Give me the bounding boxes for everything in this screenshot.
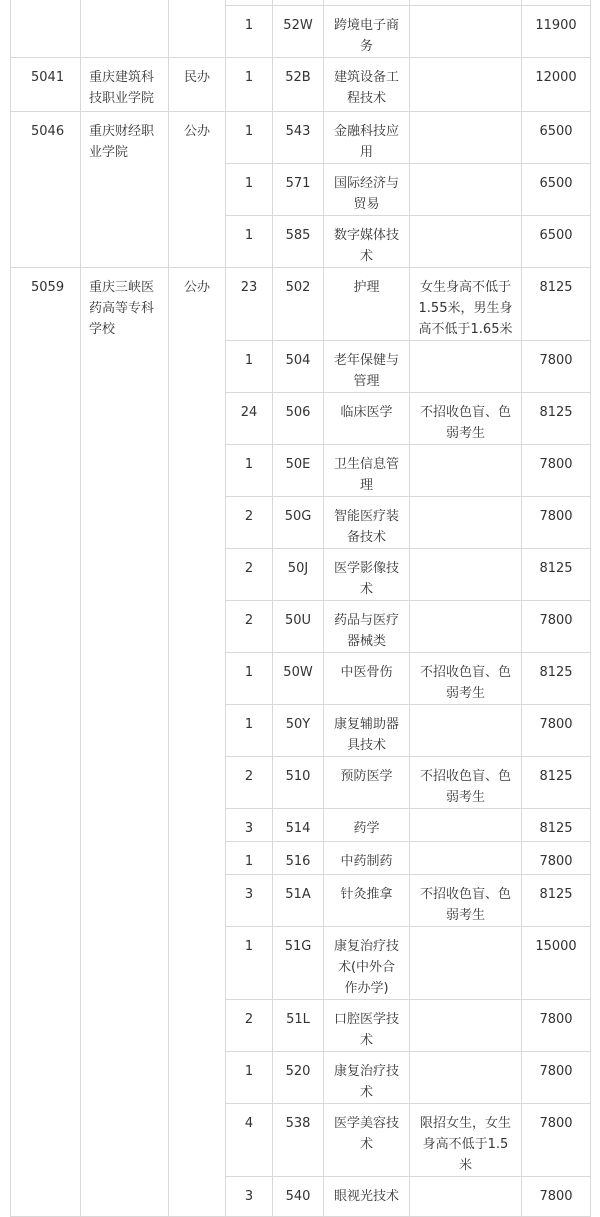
plan-count-cell: 2 [226, 601, 273, 653]
school-nature-cell: 公办 [169, 268, 226, 1217]
plan-count-cell: 1 [226, 112, 273, 164]
table-body [11, 0, 591, 1217]
plan-count-cell: 3 [226, 1177, 273, 1217]
tuition-fee-cell: 6500 [522, 216, 591, 268]
remarks-cell [410, 927, 522, 1000]
major-name-cell: 中医骨伤 [324, 653, 410, 705]
remarks-cell [410, 216, 522, 268]
plan-count-cell: 3 [226, 875, 273, 927]
major-name-cell: 临床医学 [324, 393, 410, 445]
school-code-cell: 5059 [11, 268, 81, 1217]
plan-count-cell: 1 [226, 653, 273, 705]
tuition-fee-cell: 8125 [522, 809, 591, 842]
major-code-cell: 502 [273, 268, 324, 341]
tuition-fee-cell: 12000 [522, 58, 591, 112]
plan-count-cell: 1 [226, 164, 273, 216]
tuition-fee-cell: 8125 [522, 268, 591, 341]
tuition-fee-cell: 7800 [522, 1000, 591, 1052]
plan-count-cell: 1 [226, 842, 273, 875]
plan-count-cell: 2 [226, 757, 273, 809]
major-code-cell: 571 [273, 164, 324, 216]
tuition-fee-cell: 8125 [522, 653, 591, 705]
major-name-cell: 预防医学 [324, 757, 410, 809]
major-code-cell: 516 [273, 842, 324, 875]
major-name-cell: 康复治疗技术 [324, 1052, 410, 1104]
remarks-cell [410, 1177, 522, 1217]
school-code-cell: 5046 [11, 112, 81, 268]
major-code-cell: 51A [273, 875, 324, 927]
plan-count-cell: 1 [226, 705, 273, 757]
remarks-cell: 限招女生，女生身高不低于1.5米 [410, 1104, 522, 1177]
remarks-cell [410, 164, 522, 216]
remarks-cell: 不招收色盲、色弱考生 [410, 393, 522, 445]
school-nature-cell: 民办 [169, 58, 226, 112]
major-name-cell: 康复治疗技术(中外合作办学) [324, 927, 410, 1000]
tuition-fee-cell: 7800 [522, 1052, 591, 1104]
remarks-cell: 女生身高不低于1.55米，男生身高不低于1.65米 [410, 268, 522, 341]
major-name-cell: 国际经济与贸易 [324, 164, 410, 216]
tuition-fee-cell: 7800 [522, 497, 591, 549]
major-code-cell: 520 [273, 1052, 324, 1104]
tuition-fee-cell: 11900 [522, 6, 591, 58]
major-name-cell: 口腔医学技术 [324, 1000, 410, 1052]
plan-count-cell: 1 [226, 1052, 273, 1104]
major-name-cell: 药品与医疗器械类 [324, 601, 410, 653]
school-name-cell: 重庆财经职业学院 [81, 112, 169, 268]
major-name-cell: 跨境电子商务 [324, 6, 410, 58]
tuition-fee-cell: 8125 [522, 393, 591, 445]
major-name-cell: 老年保健与管理 [324, 341, 410, 393]
plan-count-cell: 24 [226, 393, 273, 445]
tuition-fee-cell: 7800 [522, 1177, 591, 1217]
major-name-cell: 眼视光技术 [324, 1177, 410, 1217]
tuition-fee-cell: 7800 [522, 341, 591, 393]
tuition-fee-cell: 7800 [522, 445, 591, 497]
remarks-cell [410, 705, 522, 757]
plan-count-cell: 1 [226, 58, 273, 112]
school-code-cell: 5041 [11, 58, 81, 112]
remarks-cell [410, 549, 522, 601]
major-name-cell: 药学 [324, 809, 410, 842]
major-name-cell: 建筑设备工程技术 [324, 58, 410, 112]
major-code-cell: 50Y [273, 705, 324, 757]
tuition-fee-cell: 6500 [522, 164, 591, 216]
major-name-cell: 医学美容技术 [324, 1104, 410, 1177]
plan-count-cell: 3 [226, 809, 273, 842]
major-code-cell: 540 [273, 1177, 324, 1217]
major-code-cell: 50J [273, 549, 324, 601]
major-code-cell: 585 [273, 216, 324, 268]
major-name-cell: 金融科技应用 [324, 112, 410, 164]
plan-count-cell: 1 [226, 6, 273, 58]
plan-count-cell: 1 [226, 445, 273, 497]
plan-count-cell: 2 [226, 497, 273, 549]
remarks-cell: 不招收色盲、色弱考生 [410, 875, 522, 927]
major-name-cell: 数字媒体技术 [324, 216, 410, 268]
table-row [11, 58, 591, 112]
remarks-cell [410, 497, 522, 549]
remarks-cell [410, 842, 522, 875]
major-code-cell: 51G [273, 927, 324, 1000]
major-code-cell: 506 [273, 393, 324, 445]
remarks-cell: 不招收色盲、色弱考生 [410, 757, 522, 809]
plan-count-cell: 1 [226, 341, 273, 393]
school-name-cell: 重庆建筑科技职业学院 [81, 58, 169, 112]
major-name-cell: 康复辅助器具技术 [324, 705, 410, 757]
major-name-cell: 卫生信息管理 [324, 445, 410, 497]
remarks-cell: 不招收色盲、色弱考生 [410, 653, 522, 705]
remarks-cell [410, 341, 522, 393]
major-code-cell: 510 [273, 757, 324, 809]
plan-count-cell: 1 [226, 216, 273, 268]
school-nature-cell: 公办 [169, 112, 226, 268]
tuition-fee-cell: 7800 [522, 601, 591, 653]
remarks-cell [410, 1000, 522, 1052]
major-code-cell: 504 [273, 341, 324, 393]
tuition-fee-cell: 7800 [522, 842, 591, 875]
remarks-cell [410, 1052, 522, 1104]
plan-count-cell: 23 [226, 268, 273, 341]
major-code-cell: 538 [273, 1104, 324, 1177]
tuition-fee-cell: 6500 [522, 112, 591, 164]
major-code-cell: 50G [273, 497, 324, 549]
school-name-cell [81, 0, 169, 58]
plan-count-cell: 2 [226, 549, 273, 601]
major-code-cell: 50E [273, 445, 324, 497]
major-name-cell: 医学影像技术 [324, 549, 410, 601]
table-row [11, 112, 591, 164]
major-name-cell: 中药制药 [324, 842, 410, 875]
admissions-table [10, 0, 591, 1217]
remarks-cell [410, 809, 522, 842]
major-code-cell: 52W [273, 6, 324, 58]
plan-count-cell: 1 [226, 927, 273, 1000]
major-name-cell: 护理 [324, 268, 410, 341]
plan-count-cell: 4 [226, 1104, 273, 1177]
tuition-fee-cell: 8125 [522, 875, 591, 927]
school-name-cell: 重庆三峡医药高等专科学校 [81, 268, 169, 1217]
tuition-fee-cell: 7800 [522, 705, 591, 757]
table-row [11, 268, 591, 341]
tuition-fee-cell: 7800 [522, 1104, 591, 1177]
remarks-cell [410, 58, 522, 112]
tuition-fee-cell: 8125 [522, 549, 591, 601]
school-code-cell [11, 0, 81, 58]
school-nature-cell [169, 0, 226, 58]
tuition-fee-cell: 15000 [522, 927, 591, 1000]
remarks-cell [410, 601, 522, 653]
plan-count-cell: 2 [226, 1000, 273, 1052]
major-code-cell: 50U [273, 601, 324, 653]
major-name-cell: 智能医疗装备技术 [324, 497, 410, 549]
major-code-cell: 51L [273, 1000, 324, 1052]
remarks-cell [410, 6, 522, 58]
remarks-cell [410, 445, 522, 497]
remarks-cell [410, 112, 522, 164]
tuition-fee-cell: 8125 [522, 757, 591, 809]
major-code-cell: 50W [273, 653, 324, 705]
major-code-cell: 52B [273, 58, 324, 112]
major-code-cell: 514 [273, 809, 324, 842]
major-name-cell: 针灸推拿 [324, 875, 410, 927]
major-code-cell: 543 [273, 112, 324, 164]
